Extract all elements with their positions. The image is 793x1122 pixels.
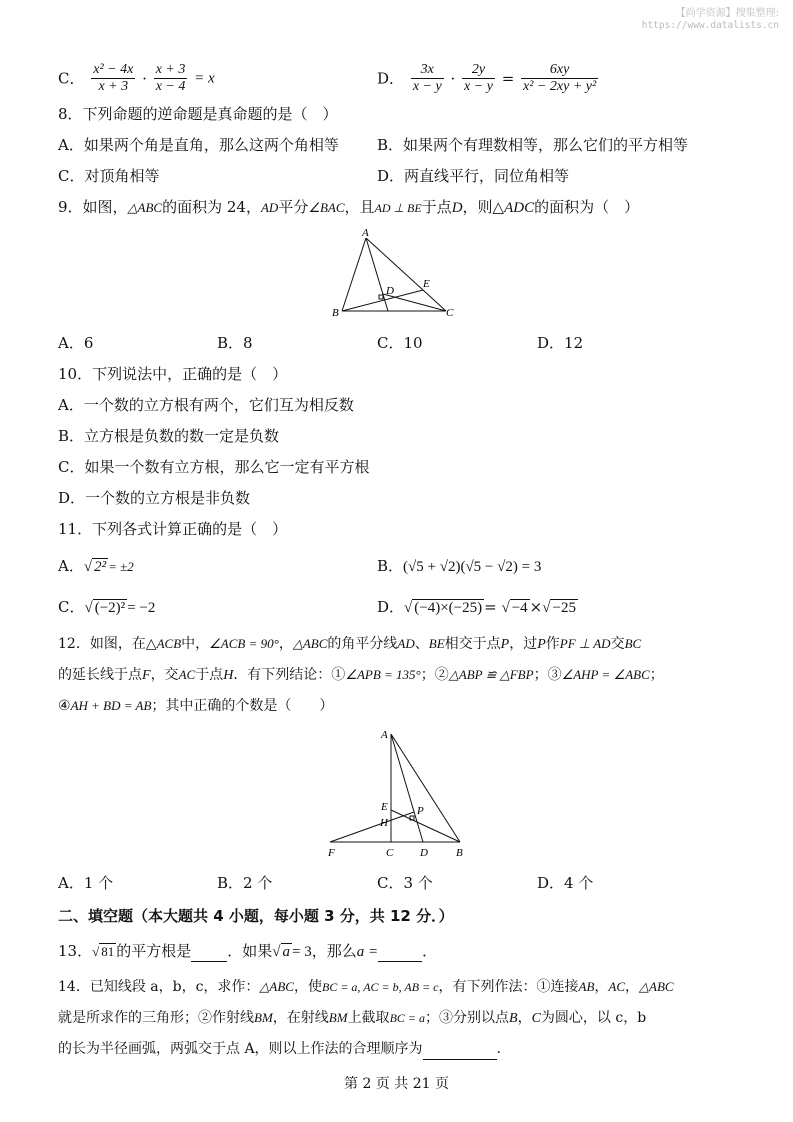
q12-label-f: F — [328, 847, 335, 859]
q11-b-label: B． — [377, 557, 404, 575]
q9-stem — [58, 197, 639, 218]
q9-option-c: C．10 — [377, 334, 423, 352]
q7-option-d: D． $\frac{3x}{x - y}$ · $\frac{2y}{x - y}$ = $\frac{6xy}{\text{x² − 2xy + y²}}$ — [377, 62, 597, 94]
q12-l2-s4: ；② — [420, 667, 449, 683]
q14-l1-pre: 14．已知线段 a，b，c，求作： — [58, 979, 260, 995]
section-fill-in-blank-title: 二、填空题（本大题共 4 小题，每小题 3 分，共 12 分．） — [58, 907, 454, 925]
q7-c-num1: x² − 4x — [93, 62, 134, 77]
q11-option-b — [377, 556, 541, 577]
q14-line1 — [58, 977, 674, 997]
q14-line2 — [58, 1008, 646, 1029]
q12-l1-t6: P — [500, 637, 510, 652]
q12-seg-fp — [330, 812, 414, 842]
q8-option-d: D．两直线平行，同位角相等 — [377, 167, 570, 185]
q11-option-c — [58, 597, 155, 618]
q11-d-sqrt2: √ −4 — [501, 600, 528, 616]
q12-option-d: D．4 个 — [537, 874, 594, 892]
q12-l3-t1: AH + BD = AB — [70, 698, 152, 713]
q14-l3-end: ． — [496, 1041, 511, 1057]
q9-t6: ADC — [504, 200, 535, 216]
q14-l2-t3: BC = a — [389, 1011, 425, 1025]
q12-l1-s8: 交 — [610, 636, 625, 652]
q12-l1-t2: ∠ACB = 90° — [209, 636, 279, 651]
q12-l2-t2: AC — [178, 667, 196, 682]
q11-option-d — [377, 597, 578, 618]
q12-l3-pre: ④ — [58, 698, 71, 714]
q9-option-b: B．8 — [217, 334, 253, 352]
q7-c-den2: x − 4 — [155, 79, 186, 94]
q9-s4: 于点 — [421, 198, 452, 216]
q13-blank-2 — [378, 941, 422, 962]
q13-s4: ，那么 — [311, 942, 357, 960]
q9-option-d: D．12 — [537, 334, 584, 352]
q14-line3 — [58, 1039, 511, 1060]
q9-t2: AD — [260, 200, 279, 215]
q9-s2: 平分 — [278, 198, 309, 216]
q7-c-frac1 — [91, 62, 135, 95]
q13-sqrt2: √ a — [272, 944, 290, 960]
q14-l2-s1: ，在射线 — [272, 1010, 329, 1026]
q11-stem: 11．下列各式计算正确的是（ ） — [58, 520, 288, 538]
q9-label-b: B — [332, 307, 339, 319]
watermark-line2: https://www.datalists.cn — [641, 20, 779, 31]
q14-l2-t4: B — [509, 1011, 518, 1026]
q9-option-a: A．6 — [58, 334, 94, 352]
q7-c-label: C． — [58, 69, 85, 88]
q12-l1-s3: 的角平分线 — [327, 636, 398, 652]
q14-l1-t1: △ABC — [259, 979, 294, 994]
q12-l1-s1: 中， — [181, 636, 210, 652]
q11-d-sqrt3: √ −25 — [542, 600, 576, 616]
q12-l2-t6: ∠AHP = ∠ABC — [561, 667, 650, 682]
q7-d-frac2 — [462, 62, 495, 95]
q9-t4: AD ⊥ BE — [374, 201, 422, 215]
q13-s1: 的平方根是 — [116, 942, 192, 960]
q13-rad2: a — [282, 944, 290, 960]
q14-l3: 的长为半径画弧，两弧交于点 A，则以上作法的合理顺序为 — [58, 1041, 423, 1057]
q9-right-angle — [379, 295, 383, 299]
q7-d-num2: 2y — [462, 62, 495, 79]
q11-d-rad3: −25 — [552, 600, 576, 616]
q13-s3: = 3 — [292, 944, 312, 960]
q13-pre: 13． — [58, 942, 93, 960]
q7-d-den3: x² − 2xy + y² — [523, 79, 597, 94]
q8-option-c: C．对顶角相等 — [58, 167, 160, 185]
q12-option-c: C．3 个 — [377, 874, 433, 892]
q11-d-rad2: −4 — [511, 600, 528, 616]
q14-l1-s2: ，有下列作法：①连接 — [438, 979, 579, 995]
q12-option-b: B．2 个 — [217, 874, 273, 892]
q12-l1-s2: ， — [278, 636, 293, 652]
q14-l1-s1: ，使 — [293, 979, 322, 995]
q12-label-b: B — [456, 847, 463, 859]
q8-option-a: A．如果两个角是直角，那么这两个角相等 — [58, 136, 339, 154]
q9-label-d: D — [386, 285, 394, 297]
q12-l1-t4: AD — [397, 636, 415, 651]
q11-c-rhs: = −2 — [127, 600, 156, 616]
q12-l3-s1: ；其中正确的个数是（ ） — [151, 698, 334, 714]
q12-option-a: A．1 个 — [58, 874, 114, 892]
q7-d-frac3 — [521, 62, 598, 95]
q7-c-rhs: = x — [194, 70, 215, 87]
q13-blank-1 — [191, 941, 227, 962]
q14-l1-t5: △ABC — [639, 979, 674, 994]
q12-l2-t1: F — [142, 668, 151, 683]
q13-s5: a = — [356, 944, 379, 960]
q9-s5: ，则△ — [462, 198, 505, 216]
q14-l1-s4: ， — [625, 979, 640, 995]
page-footer: 第 2 页 共 21 页 — [344, 1076, 449, 1092]
q14-l2-t1: BM — [254, 1010, 273, 1025]
q8-option-b: B．如果两个有理数相等，那么它们的平方相等 — [377, 136, 689, 154]
q12-l2-s1: ，交 — [150, 667, 179, 683]
q12-l1-t5: BE — [428, 636, 445, 651]
q11-c-label: C． — [58, 598, 85, 616]
q14-l2-s4: ， — [517, 1010, 532, 1026]
q12-l1-t1: ACB — [156, 636, 182, 651]
q12-seg-ad — [391, 734, 423, 842]
q7-c-num2: x + 3 — [155, 62, 186, 77]
q10-option-c: C．如果一个数有立方根，那么它一定有平方根 — [58, 458, 370, 476]
q13-rad1: 81 — [101, 944, 115, 959]
q7-d-den2: x − y — [464, 79, 493, 94]
q9-seg-ab — [342, 238, 366, 311]
q12-l2-pre: 的延长线于点 — [58, 667, 142, 683]
q7-d-num3: 6xy — [521, 62, 598, 79]
q9-figure — [330, 226, 470, 326]
q11-a-rad: 2² — [94, 559, 107, 575]
q9-t5: D — [451, 200, 463, 216]
q9-label-a: A — [362, 227, 369, 239]
q12-l1-t7: P — [537, 637, 546, 652]
q12-l1-s4: 、 — [414, 636, 429, 652]
q12-l1-pre: 12．如图，在△ — [58, 636, 157, 652]
q12-label-e: E — [381, 801, 388, 813]
q12-label-c: C — [386, 847, 394, 859]
q11-c-rad: (−2)² — [94, 600, 126, 616]
q14-l1-t3: AB — [578, 979, 595, 994]
q12-l2-s3: ．有下列结论：① — [233, 667, 346, 683]
watermark-line1: 【尚学资源】搜集整理: — [675, 8, 779, 19]
q10-option-b: B．立方根是负数的数一定是负数 — [58, 427, 280, 445]
q11-a-rhs: = ±2 — [108, 559, 134, 574]
q12-label-d: D — [420, 847, 428, 859]
q12-l2-t5: △ABP ≌ △FBP — [448, 667, 534, 682]
q10-option-d: D．一个数的立方根是非负数 — [58, 489, 251, 507]
q12-l1-t9: BC — [624, 636, 642, 651]
q11-option-a — [58, 556, 134, 577]
q12-l2-t4: ∠APB = 135° — [345, 667, 421, 682]
q13-s6: ． — [422, 942, 438, 960]
q7-c-frac2 — [154, 62, 188, 95]
q7-option-c: C． $\frac{\text{x² − 4x}}{x + 3}$ · $\frac{x + 3}{x - 4}$ = x — [58, 62, 215, 94]
q11-c-sqrt: √ (−2)² — [84, 600, 126, 616]
q10-stem: 10．下列说法中，正确的是（ ） — [58, 365, 288, 383]
q12-l1-s6: ，过 — [509, 636, 538, 652]
q12-l1-s5: 相交于点 — [444, 636, 501, 652]
q14-l1-t4: AC — [608, 979, 626, 994]
q11-a-label: A． — [58, 557, 84, 575]
q14-l2-s3: ；③分别以点 — [425, 1010, 509, 1026]
q12-l2-s5: ；③ — [533, 667, 562, 683]
q12-label-h: H — [380, 817, 388, 829]
q9-s3: ，且 — [344, 198, 375, 216]
q12-l1-t8: PF ⊥ AD — [559, 636, 611, 651]
q7-d-label: D． — [377, 69, 405, 88]
q12-line1 — [58, 634, 641, 655]
q14-l2-t5: C — [531, 1011, 541, 1026]
q9-label-c: C — [446, 307, 454, 319]
q14-l1-t2: BC = a, AC = b, AB = c — [321, 980, 439, 994]
q9-t3: ∠BAC — [308, 200, 345, 215]
q9-stem-pre: 9．如图， — [58, 198, 128, 216]
q12-label-p: P — [417, 805, 424, 817]
q14-l2-s5: 为圆心，以 c，b — [540, 1010, 647, 1026]
q12-l1-t3: △ABC — [292, 636, 328, 651]
q9-label-e: E — [423, 278, 430, 290]
q11-b-expr: (√5 + √2)(√5 − √2) = 3 — [403, 559, 542, 575]
q14-blank — [423, 1039, 497, 1060]
q14-l1-s3: ， — [594, 979, 609, 995]
q13-sqrt1: √ 81 — [92, 944, 115, 959]
q13-s2: ．如果 — [227, 942, 273, 960]
q7-d-num1: 3x — [411, 62, 444, 79]
q11-d-label: D． — [377, 598, 405, 616]
q9-t1: △ABC — [127, 200, 163, 215]
q12-l2-t3: H — [223, 668, 234, 683]
q7-d-den1: x − y — [412, 79, 442, 94]
q7-c-den1: x + 3 — [98, 79, 129, 94]
q14-l2-t2: BM — [328, 1010, 348, 1025]
q14-l2-pre: 就是所求作的三角形；②作射线 — [58, 1010, 254, 1026]
q13 — [58, 941, 437, 962]
q9-s1: 的面积为 24， — [162, 198, 261, 216]
q12-figure — [322, 724, 472, 864]
watermark — [642, 8, 779, 32]
q11-d-rad1: (−4)×(−25) — [414, 600, 483, 616]
q12-line2 — [58, 665, 664, 686]
q12-label-a: A — [381, 729, 388, 741]
q11-d-sqrt1: √ (−4)×(−25) — [404, 600, 483, 616]
q12-l2-s6: ； — [649, 667, 664, 683]
q11-d-times: × — [529, 598, 543, 616]
q12-l1-s7: 作 — [545, 636, 560, 652]
q10-option-a: A．一个数的立方根有两个，它们互为相反数 — [58, 396, 354, 414]
q14-l2-s2: 上截取 — [347, 1010, 390, 1026]
q12-line3 — [58, 696, 333, 716]
q11-d-mid: = — [484, 598, 502, 616]
q11-a-sqrt: √ 2² — [83, 559, 107, 575]
q8-stem: 8．下列命题的逆命题是真命题的是（ ） — [58, 105, 338, 123]
q7-d-frac1 — [411, 62, 444, 95]
q12-l2-s2: 于点 — [195, 667, 224, 683]
q9-s6: 的面积为（ ） — [534, 198, 640, 216]
